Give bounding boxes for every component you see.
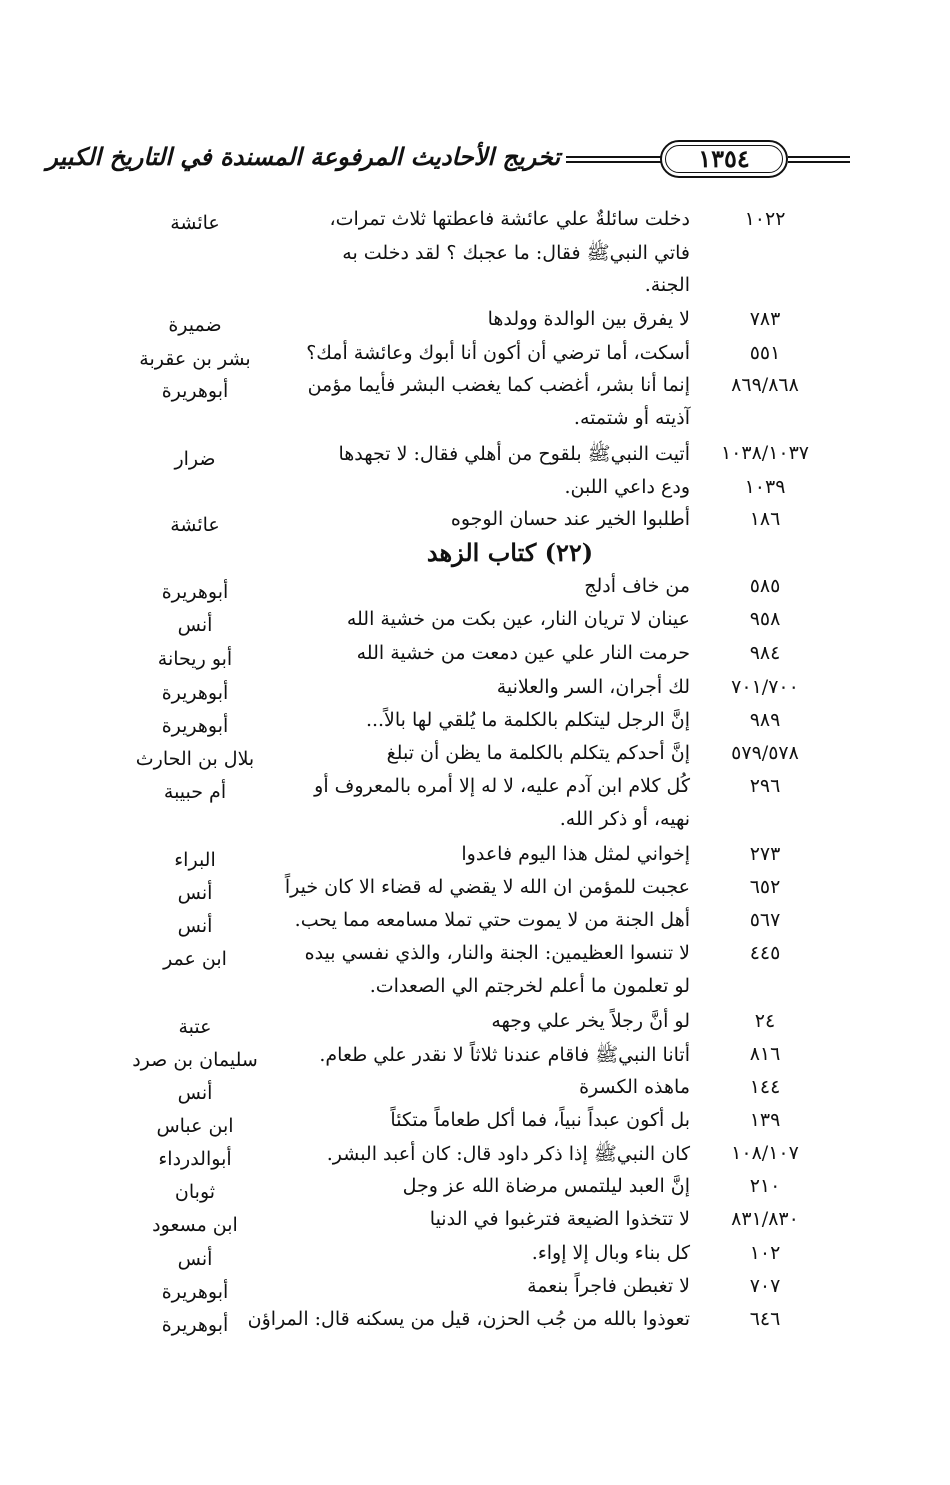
- narrator-name: أبوهريرة: [161, 581, 229, 603]
- hadith-number: ٢١٠: [749, 1175, 781, 1197]
- hadith-text-line: إخواني لمثل هذا اليوم فاعدوا: [461, 843, 690, 865]
- hadith-number: ٨٣١/٨٣٠: [731, 1208, 799, 1230]
- hadith-number: ١٠٢: [749, 1242, 781, 1264]
- hadith-text-line: ماهذه الكسرة: [579, 1076, 690, 1098]
- hadith-number: ٤٤٥: [749, 942, 781, 964]
- narrator-name: أنس: [177, 1082, 213, 1104]
- hadith-text-line: إنَّ الرجل ليتكلم بالكلمة ما يُلقي لها بالاً...: [365, 709, 690, 731]
- narrator-name: أبوهريرة: [161, 1281, 229, 1303]
- hadith-number: ١٨٦: [749, 508, 781, 530]
- narrator-name: أبوهريرة: [161, 682, 229, 704]
- hadith-text-line: إنَّ العبد ليلتمس مرضاة الله عز وجل: [402, 1175, 690, 1197]
- hadith-number: ٥٨٥: [749, 575, 781, 597]
- narrator-name: سليمان بن صرد: [132, 1049, 258, 1071]
- narrator-name: عائشة: [170, 514, 220, 536]
- hadith-number: ٥٥١: [749, 342, 781, 364]
- hadith-number: ١٣٩: [749, 1109, 781, 1131]
- hadith-text-line: أهل الجنة من لا يموت حتي تملا مسامعه مما يحب.: [294, 909, 690, 931]
- narrator-name: ابن عمر: [163, 948, 227, 970]
- hadith-number: ١٠٣٨/١٠٣٧: [720, 442, 810, 464]
- hadith-number: ٥٧٩/٥٧٨: [731, 742, 799, 764]
- narrator-name: أم حبيبة: [163, 781, 227, 803]
- hadith-text-line: لو أنَّ رجلاً يخر علي وجهه: [491, 1010, 690, 1032]
- hadith-text-line: أطلبوا الخير عند حسان الوجوه: [450, 508, 690, 530]
- narrator-name: أبوهريرة: [161, 1314, 229, 1336]
- header-rule-right: [788, 156, 850, 158]
- narrator-name: أنس: [177, 882, 213, 904]
- hadith-text-line: أسكت، أما ترضي أن أكون أنا أبوك وعائشة أمك؟: [306, 342, 690, 364]
- hadith-text-line: إنما أنا بشر، أغضب كما يغضب البشر فأيما مؤمن: [307, 374, 690, 396]
- narrator-name: أنس: [177, 1248, 213, 1270]
- narrator-name: ابن عباس: [156, 1115, 234, 1137]
- hadith-text-line: الجنة.: [644, 274, 690, 296]
- hadith-number: ٨٦٩/٨٦٨: [731, 374, 799, 396]
- header-rule-middle: [566, 156, 662, 158]
- hadith-text-line: ودع داعي اللبن.: [564, 476, 690, 498]
- header-rule-middle-2: [566, 161, 662, 163]
- narrator-name: أنس: [177, 614, 213, 636]
- hadith-number: ٨١٦: [749, 1043, 781, 1065]
- hadith-text-line: فاتي النبيﷺ فقال: ما عجبك ؟ لقد دخلت به: [342, 242, 690, 264]
- hadith-number: ٩٨٤: [749, 642, 781, 664]
- hadith-text-line: لك أجران، السر والعلانية: [496, 676, 690, 698]
- narrator-name: عائشة: [170, 212, 220, 234]
- hadith-text-line: حرمت النار علي عين دمعت من خشية الله: [356, 642, 690, 664]
- page-header: [46, 138, 850, 184]
- hadith-number: ٥٦٧: [749, 909, 781, 931]
- hadith-text-line: من خاف أدلج: [584, 575, 690, 597]
- hadith-text-line: آذيته أو شتمته.: [573, 407, 690, 429]
- narrator-name: بلال بن الحارث: [135, 748, 255, 770]
- hadith-text-line: أتيت النبيﷺ بلقوح من أهلي فقال: لا تجهدها: [338, 443, 690, 465]
- hadith-text-line: كل بناء وبال إلا إواء.: [531, 1242, 690, 1264]
- narrator-name: ضرار: [174, 448, 216, 470]
- hadith-text-line: كُل كلام ابن آدم عليه، لا له إلا أمره بالمعروف أو: [314, 775, 690, 797]
- narrator-name: ابن مسعود: [152, 1214, 238, 1236]
- narrator-name: أنس: [177, 915, 213, 937]
- narrator-name: ثوبان: [174, 1181, 216, 1203]
- narrator-name: أبوالدرداء: [158, 1148, 232, 1170]
- hadith-text-line: عينان لا تريان النار، عين بكت من خشية الله: [346, 608, 690, 630]
- hadith-text-line: بل أكون عبداً نبياً، فما أكل طعاماً متكئاً: [390, 1109, 690, 1131]
- hadith-number: ١٤٤: [749, 1076, 781, 1098]
- hadith-text-line: نهيه، أو ذكر الله.: [559, 808, 690, 830]
- hadith-number: ٢٤: [754, 1010, 776, 1032]
- narrator-name: بشر بن عقربة: [139, 348, 251, 370]
- hadith-text-line: تعوذوا بالله من جُب الحزن، قيل من يسكنه قال: المراؤن: [247, 1308, 690, 1330]
- section-title: (٢٢) كتاب الزهد: [426, 538, 594, 567]
- narrator-name: أبوهريرة: [161, 715, 229, 737]
- hadith-text-line: لا تغبطن فاجراً بنعمة: [527, 1275, 690, 1297]
- hadith-text-line: إنَّ أحدكم يتكلم بالكلمة ما يظن أن تبلغ: [386, 742, 690, 764]
- hadith-number: ٦٤٦: [749, 1308, 781, 1330]
- hadith-text-line: لا تنسوا العظيمين: الجنة والنار، والذي نفسي بيده: [304, 942, 690, 964]
- hadith-number: ٧٠٧: [749, 1275, 781, 1297]
- hadith-number: ١٠٢٢: [744, 208, 786, 230]
- hadith-text-line: دخلت سائلةٌ علي عائشة فاعطتها ثلاث تمرات،: [329, 208, 690, 230]
- hadith-number: ٢٩٦: [749, 775, 781, 797]
- page-title: تخريج الأحاديث المرفوعة المسندة في التاريخ الكبير: [46, 142, 560, 171]
- hadith-number: ٧٠١/٧٠٠: [731, 676, 799, 698]
- narrator-name: أبو ريحانة: [157, 648, 233, 670]
- hadith-number: ١٠٣٩: [744, 476, 786, 498]
- hadith-text-line: لو تعلمون ما أعلم لخرجتم الي الصعدات.: [369, 975, 690, 997]
- narrator-name: البراء: [174, 849, 216, 871]
- hadith-text-line: لا يفرق بين الوالدة وولدها: [487, 308, 690, 330]
- hadith-text-line: عجبت للمؤمن ان الله لا يقضي له قضاء الا كان خيراً: [284, 876, 690, 898]
- narrator-name: عتبة: [178, 1016, 212, 1038]
- page-number: ١٣٥٤: [660, 140, 788, 178]
- hadith-text-line: لا تتخذوا الضيعة فترغبوا في الدنيا: [429, 1208, 690, 1230]
- hadith-number: ٧٨٣: [749, 308, 781, 330]
- hadith-text-line: أتانا النبيﷺ فاقام عندنا ثلاثاً لا نقدر علي طعام.: [319, 1044, 690, 1066]
- narrator-name: ضميرة: [168, 314, 222, 336]
- hadith-number: ٩٨٩: [749, 709, 781, 731]
- header-rule-right-2: [788, 161, 850, 163]
- narrator-name: أبوهريرة: [161, 380, 229, 402]
- hadith-number: ١٠٨/١٠٧: [731, 1142, 799, 1164]
- hadith-text-line: كان النبيﷺ إذا ذكر داود قال: كان أعبد البشر.: [326, 1143, 690, 1165]
- hadith-number: ٦٥٢: [749, 876, 781, 898]
- hadith-number: ٩٥٨: [749, 608, 781, 630]
- hadith-number: ٢٧٣: [749, 843, 781, 865]
